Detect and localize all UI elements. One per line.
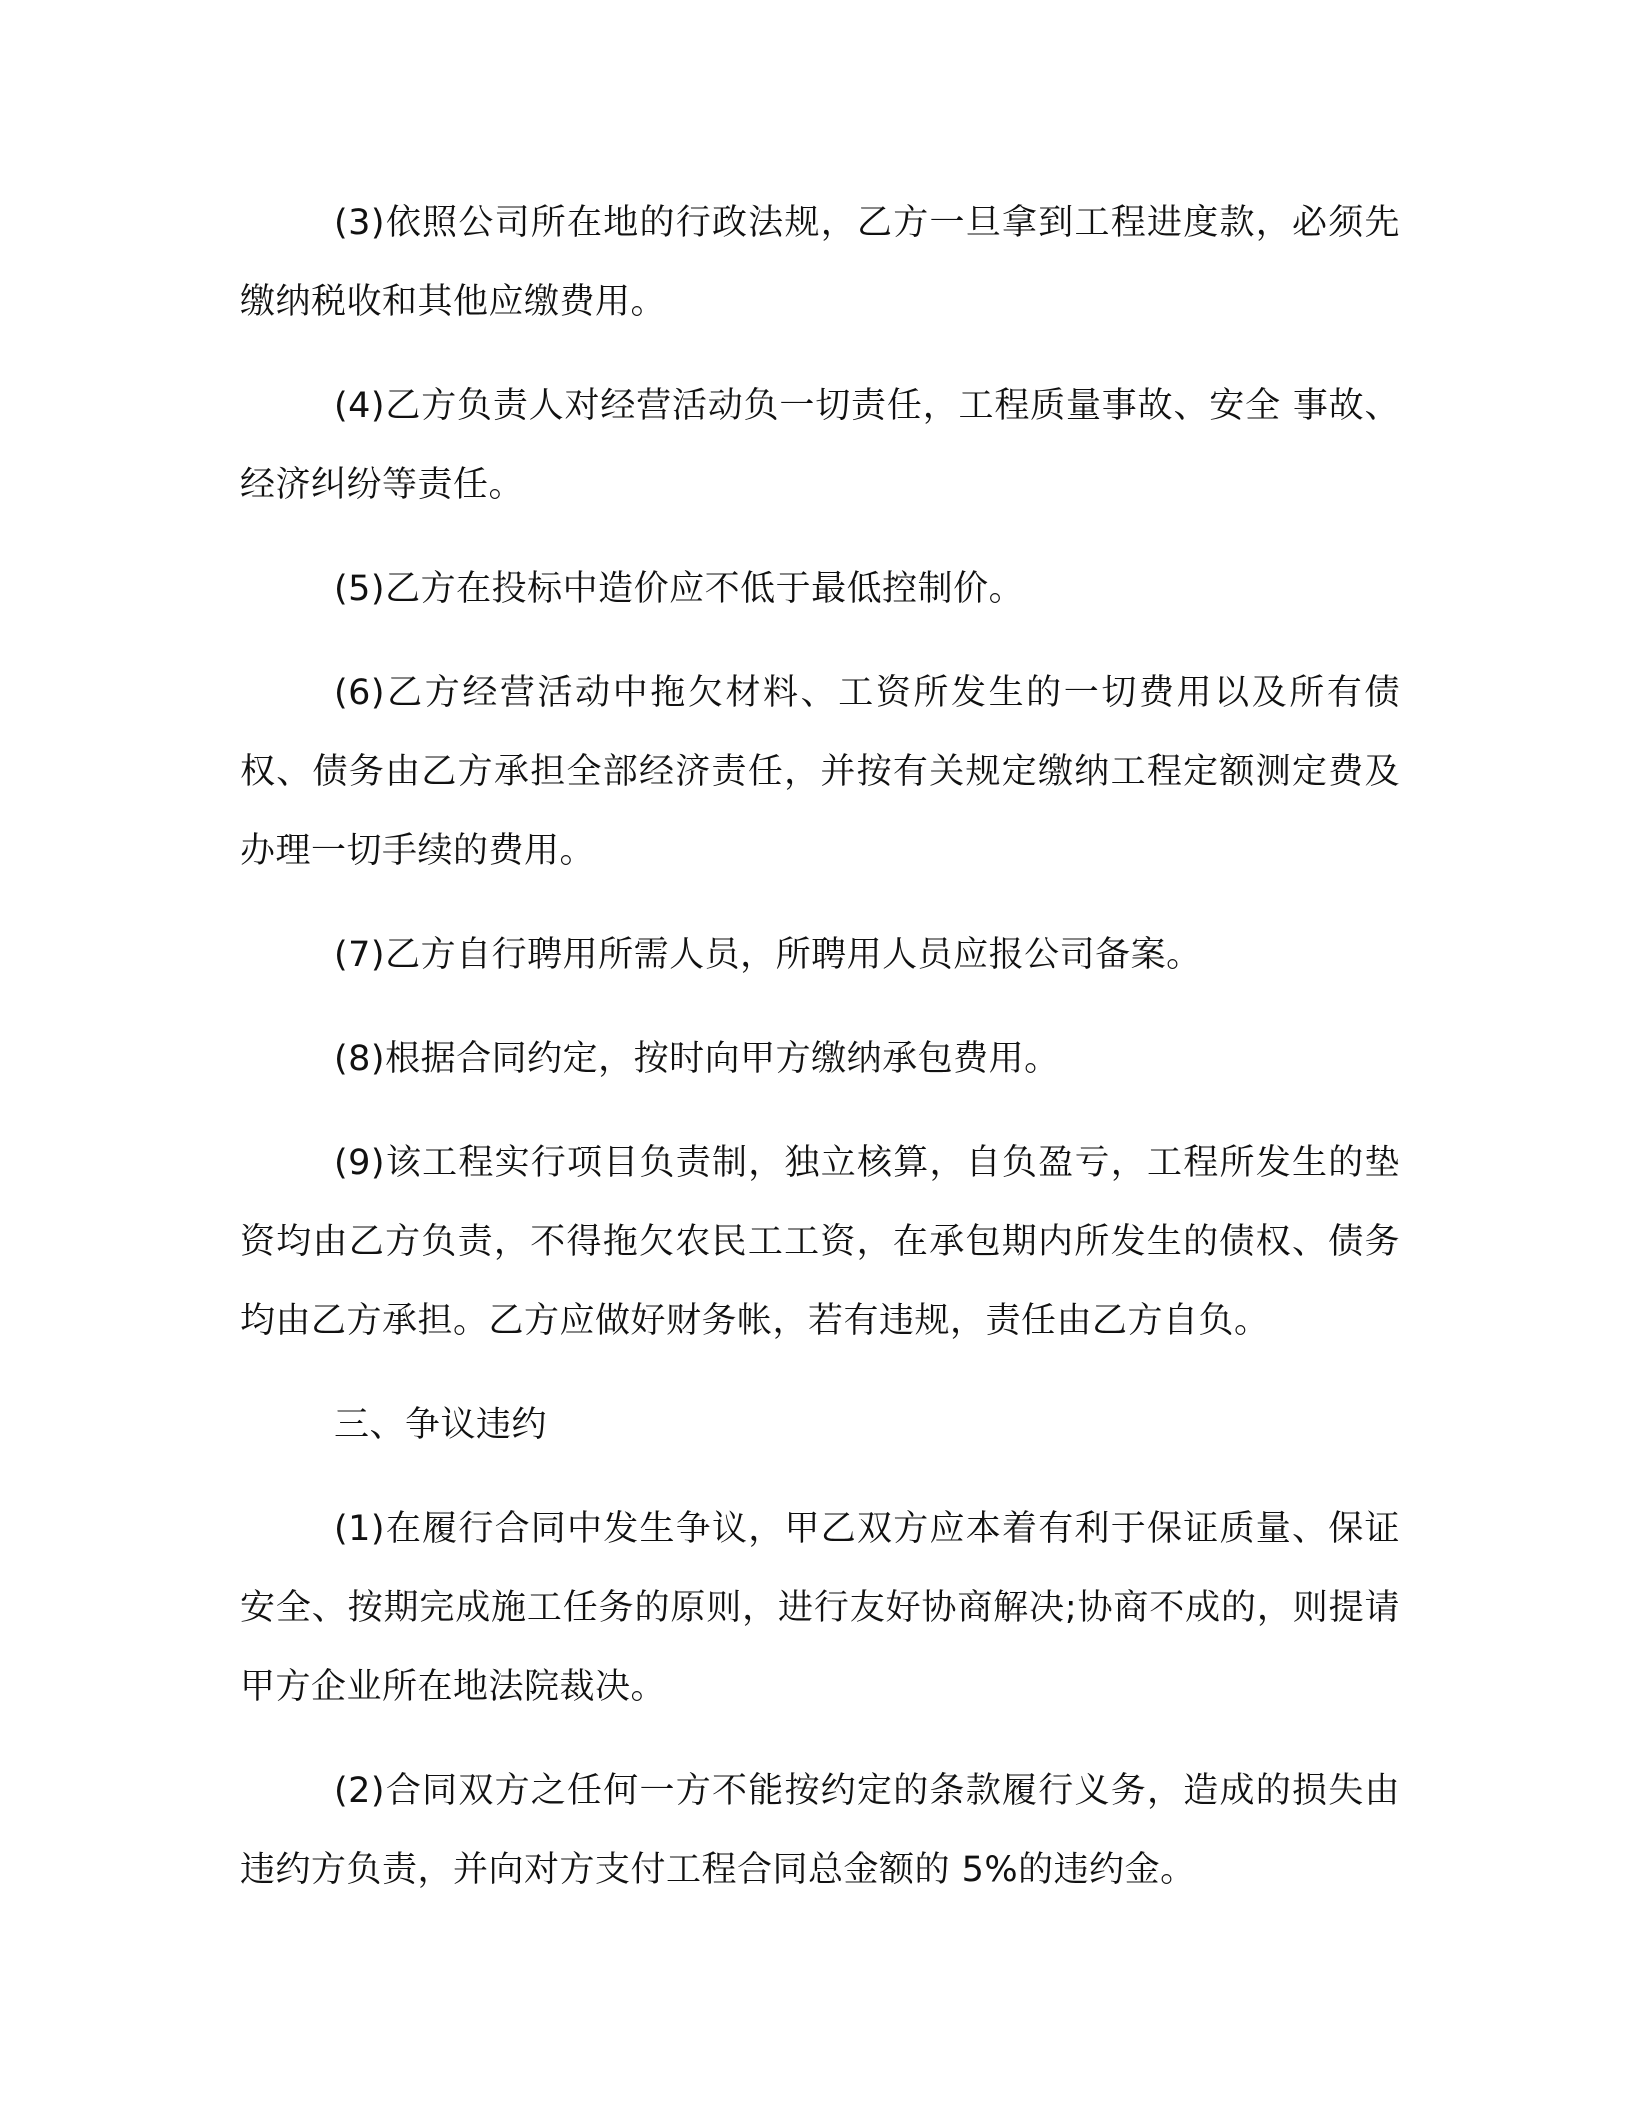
document-body (240, 184, 1400, 1935)
clause-5: (5)乙方在投标中造价应不低于最低控制价。 (334, 569, 1025, 609)
clause-4: (4)乙方负责人对经营活动负一切责任，工程质量事故、安全 事故、经济纠纷等责任。 (240, 386, 1400, 505)
clause-7: (7)乙方自行聘用所需人员，所聘用人员应报公司备案。 (334, 935, 1202, 975)
clause-6: (6)乙方经营活动中拖欠材料、工资所发生的一切费用以及所有债权、债务由乙方承担全部经济责任，并按有关规定缴纳工程定额测定费及办理一切手续的费用。 (240, 673, 1400, 871)
clause-9: (9)该工程实行项目负责制，独立核算，自负盈亏，工程所发生的垫资均由乙方负责，不得拖欠农民工工资，在承包期内所发生的债权、债务均由乙方承担。乙方应做好财务帐，若有违规，责任由乙方自负。 (240, 1143, 1400, 1341)
clause-8: (8)根据合同约定，按时向甲方缴纳承包费用。 (334, 1039, 1060, 1079)
section-heading-dispute: 三、争议违约 (334, 1405, 548, 1445)
clause-3: (3)依照公司所在地的行政法规，乙方一旦拿到工程进度款，必须先缴纳税收和其他应缴费用。 (240, 203, 1400, 322)
dispute-clause-2: (2)合同双方之任何一方不能按约定的条款履行义务，造成的损失由违约方负责，并向对方支付工程合同总金额的 5%的违约金。 (240, 1771, 1400, 1890)
dispute-clause-1: (1)在履行合同中发生争议，甲乙双方应本着有利于保证质量、保证安全、按期完成施工任务的原则，进行友好协商解决;协商不成的，则提请甲方企业所在地法院裁决。 (240, 1509, 1400, 1707)
